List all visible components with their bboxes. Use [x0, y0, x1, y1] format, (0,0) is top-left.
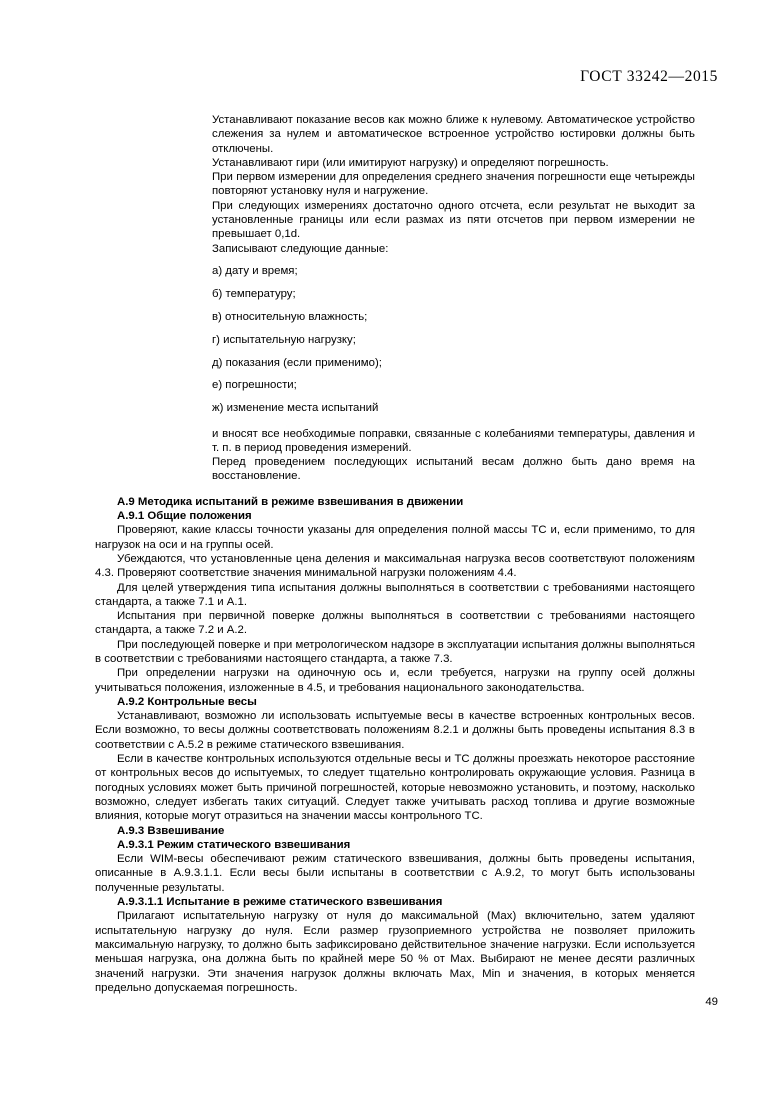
- list-item: в) относительную влажность;: [212, 311, 368, 324]
- a92-paragraph: Если в качестве контрольных используются отдельные весы и ТС должны проезжать некоторое расстояние от контрольных весов до испытуемых, то следует тщательно контролировать окружающие условия. Разница в погодных условиях может быть причиной погрешностей, которые невозможно установить, и поэтому, насколько возможно, следует избегать таких ситуаций. Следует также учитывать расход топлива и другие возможные влияния, которые могут отразиться на значении массы контрольного ТС.: [95, 753, 695, 823]
- intro-paragraph-5: Записывают следующие данные:: [212, 242, 389, 255]
- intro-paragraph-2: Устанавливают гири (или имитируют нагрузку) и определяют погрешность.: [212, 156, 609, 169]
- a9311-paragraph: Прилагают испытательную нагрузку от нуля до максимальной (Мах) включительно, затем удаляют испытательную нагрузку до нуля. Если размер грузоприемного устройства не позволяет приложить максимальную нагрузку, то должно быть зафиксировано действительное значение нагрузки. Если используется меньшая нагрузка, она должна быть по крайней мере 50 % от Мах. Выбирают не менее десяти различных значений нагрузки. Эти значения нагрузок должны включать Мах, Min и значения, в которых меняется предельно допускаемая погрешность.: [95, 910, 695, 994]
- list-item: а) дату и время;: [212, 265, 298, 278]
- a91-paragraph: Испытания при первичной поверке должны выполняться в соответствии с требованиями настоящего стандарта, а также 7.2 и А.2.: [95, 610, 695, 637]
- a91-paragraph: Для целей утверждения типа испытания должны выполняться в соответствии с требованиями настоящего стандарта, а также 7.1 и А.1.: [95, 581, 695, 608]
- section-heading-a93: А.9.3 Взвешивание: [117, 824, 225, 837]
- list-item: е) погрешности;: [212, 379, 297, 392]
- after-list-paragraph-2: Перед проведением последующих испытаний весам должно быть дано время на восстановление.: [212, 456, 695, 483]
- list-item: г) испытательную нагрузку;: [212, 333, 356, 346]
- a92-paragraph: Устанавливают, возможно ли использовать испытуемые весы в качестве встроенных контрольных весов. Если возможно, то весы должны соответствовать положениям 8.2.1 и должны быть проведены испытания 8.3 в соответствии с А.5.2 в режиме статического взвешивания.: [95, 710, 695, 751]
- list-item: б) температуру;: [212, 288, 296, 301]
- page-content: [95, 113, 695, 995]
- section-heading-a92: А.9.2 Контрольные весы: [117, 695, 257, 708]
- a931-paragraph: Если WIM-весы обеспечивают режим статического взвешивания, должны быть проведены испытания, описанные в А.9.3.1.1. Если весы были испытаны в соответствии с А.9.2, то могут быть использованы полученные результаты.: [95, 853, 695, 894]
- intro-paragraph-3: При первом измерении для определения среднего значения погрешности еще четырежды повторяют установку нуля и нагружение.: [212, 171, 695, 198]
- page-header: ГОСТ 33242—2015: [580, 68, 718, 85]
- section-heading-a9: А.9 Методика испытаний в режиме взвешивания в движении: [117, 495, 464, 508]
- section-heading-a931: А.9.3.1 Режим статического взвешивания: [117, 838, 351, 851]
- list-item: ж) изменение места испытаний: [212, 402, 379, 415]
- section-a9: [95, 495, 695, 995]
- intro-paragraph-4: При следующих измерениях достаточно одного отсчета, если результат не выходит за установленные границы или если размах из пяти отсчетов при первом измерении не превышает 0,1d.: [212, 199, 695, 241]
- intro-block: [212, 113, 695, 484]
- a91-paragraph: Убеждаются, что установленные цена деления и максимальная нагрузка весов соответствуют положениям 4.3. Проверяют соответствие значения минимальной нагрузки положениям 4.4.: [95, 552, 695, 580]
- list-item: д) показания (если применимо);: [212, 356, 382, 369]
- page-number: 49: [705, 996, 718, 1008]
- intro-paragraph-1: Устанавливают показание весов как можно ближе к нулевому. Автоматическое устройство слежения за нулем и автоматическое встроенное устройство юстировки должны быть отключены.: [212, 114, 695, 155]
- a91-paragraph: Проверяют, какие классы точности указаны для определения полной массы ТС и, если применимо, то для нагрузок на оси и на группы осей.: [95, 524, 695, 551]
- a91-paragraph: При последующей поверке и при метрологическом надзоре в эксплуатации испытания должны выполняться в соответствии с требованиями настоящего стандарта, а также 7.3.: [95, 638, 695, 665]
- after-list-paragraph-1: и вносят все необходимые поправки, связанные с колебаниями температуры, давления и т. п. в период проведения измерений.: [212, 427, 695, 454]
- section-heading-a91: А.9.1 Общие положения: [117, 510, 252, 523]
- a91-paragraph: При определении нагрузки на одиночную ось и, если требуется, нагрузки на группу осей должны учитываться положения, изложенные в 4.5, и требования национального законодательства.: [95, 667, 695, 694]
- section-heading-a9311: А.9.3.1.1 Испытание в режиме статического взвешивания: [117, 896, 443, 909]
